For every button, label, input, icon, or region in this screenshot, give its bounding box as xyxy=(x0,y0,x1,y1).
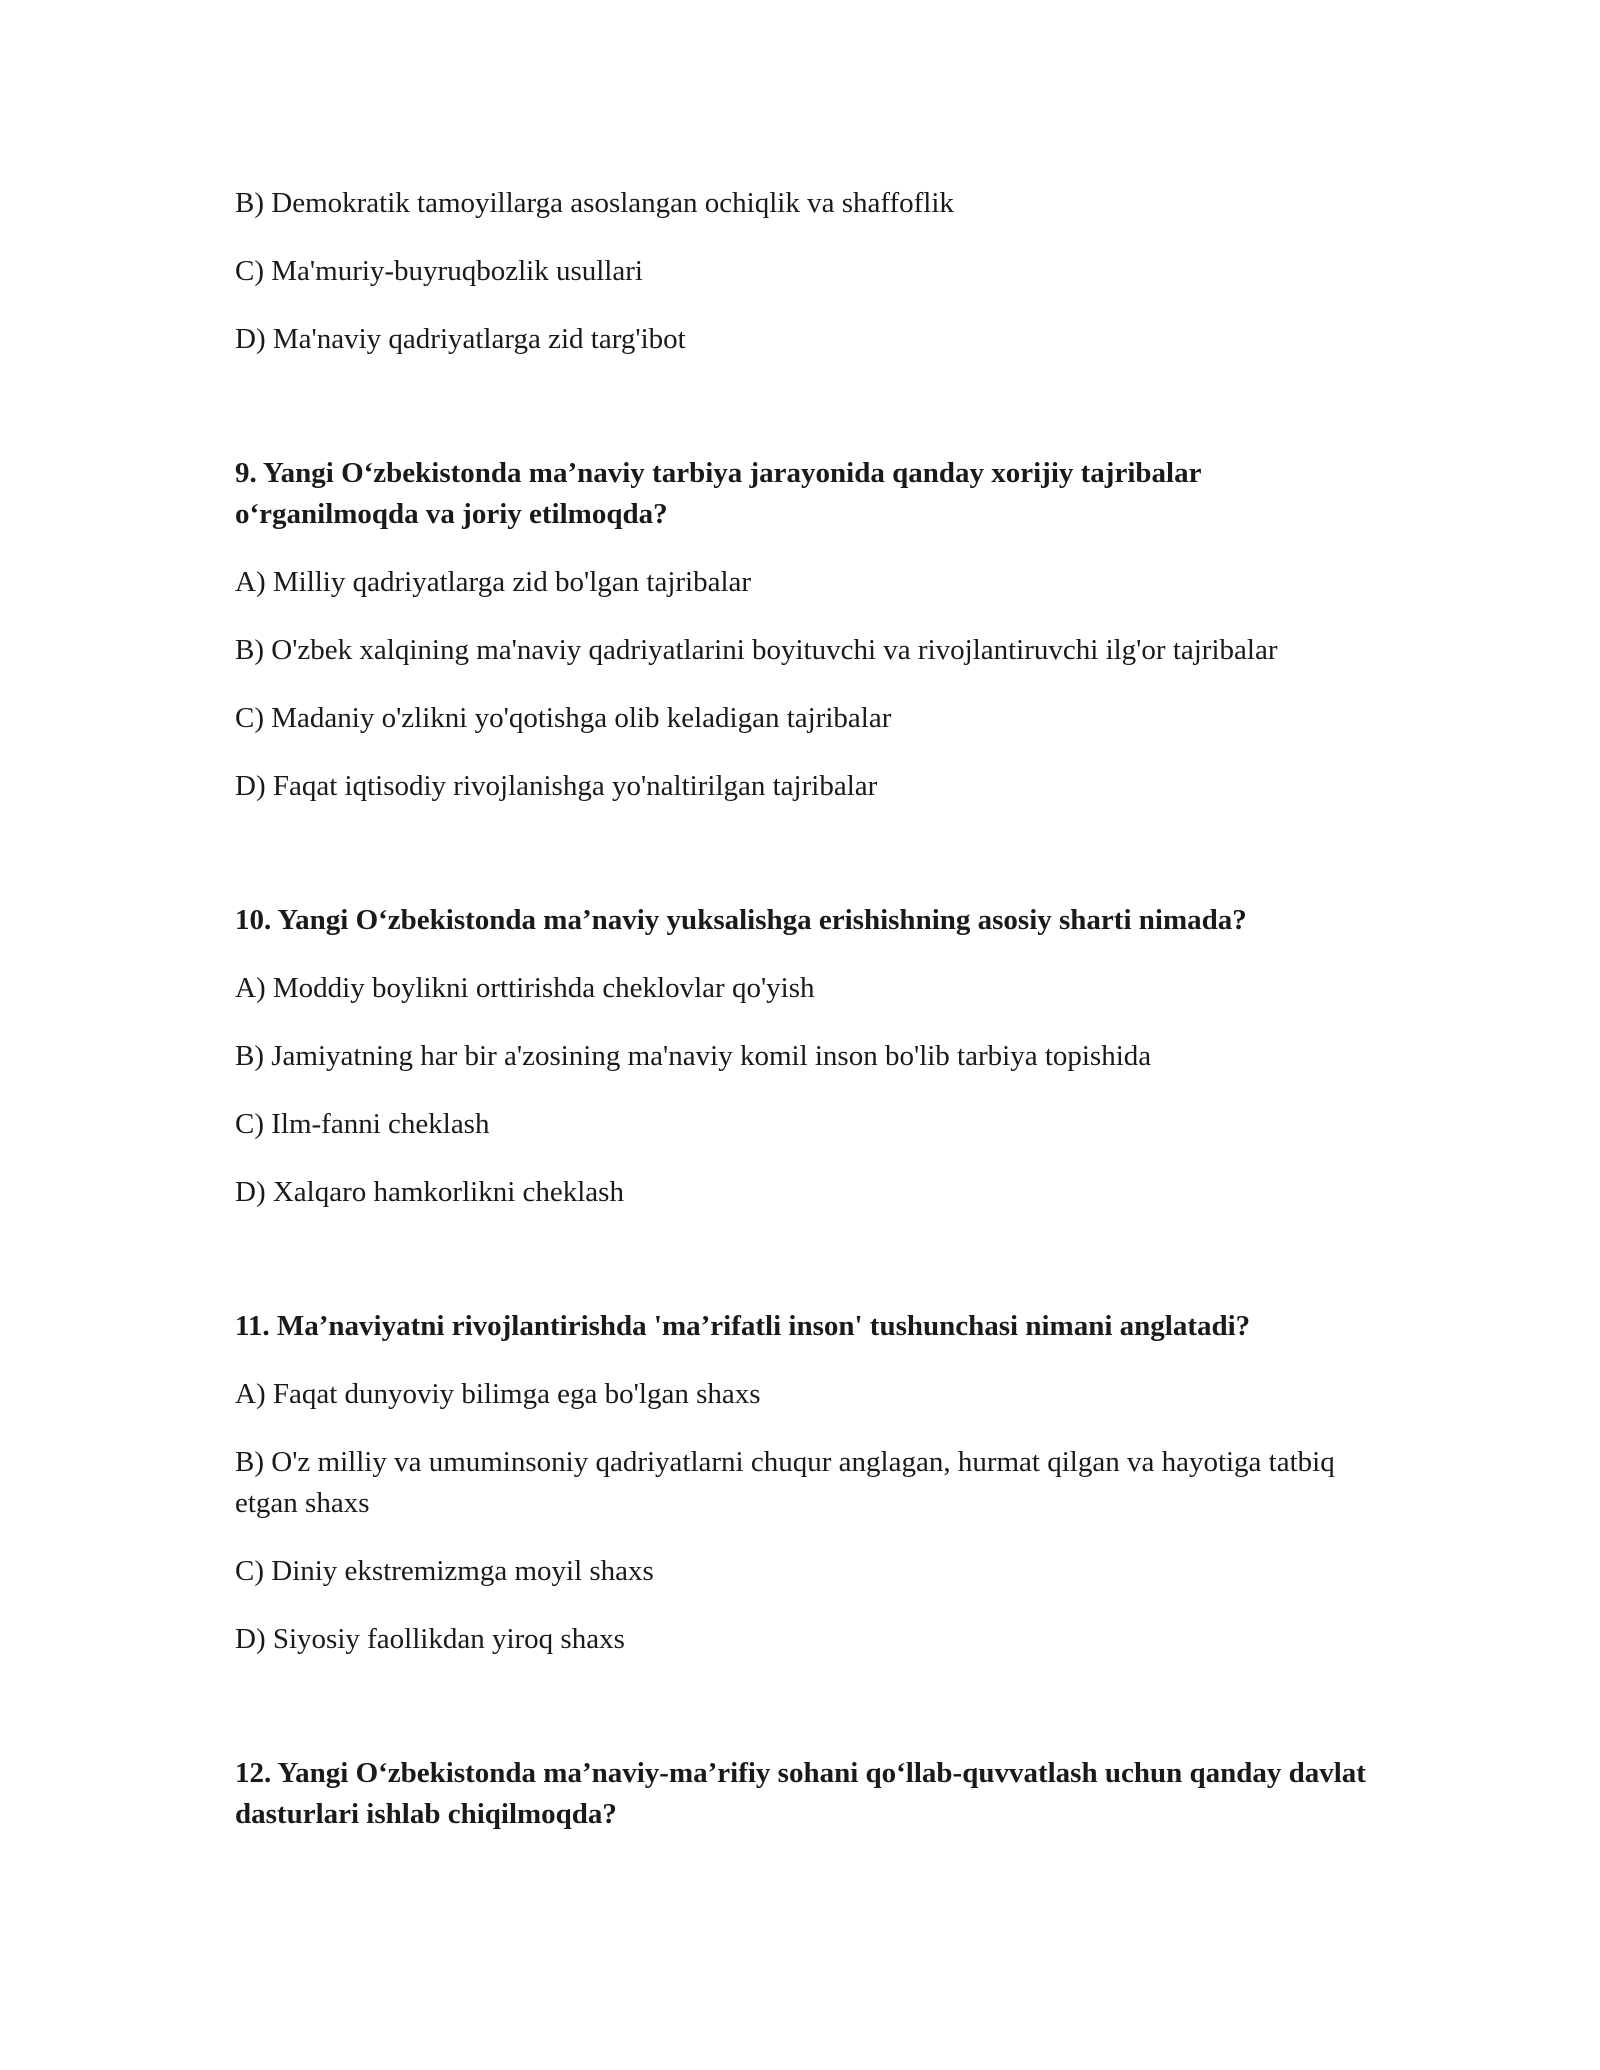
spacer xyxy=(235,1687,1385,1753)
option-b: B) Jamiyatning har bir a'zosining ma'naviy komil inson bo'lib tarbiya topishida xyxy=(235,1040,1152,1072)
option-d: D) Siyosiy faollikdan yiroq shaxs xyxy=(235,1623,625,1655)
option-a: A) Milliy qadriyatlarga zid bo'lgan tajribalar xyxy=(235,566,752,598)
option-c: C) Ma'muriy-buyruqbozlik usullari xyxy=(235,255,643,287)
question-12 xyxy=(235,1753,1385,1835)
question-title: 11. Ma’naviyatni rivojlantirishda 'ma’rifatli inson' tushunchasi nimani anglatadi? xyxy=(235,1310,1251,1342)
spacer xyxy=(235,387,1385,453)
continued-options xyxy=(235,183,1385,360)
question-10 xyxy=(235,900,1385,1213)
spacer xyxy=(235,1240,1385,1306)
option-b: B) Demokratik tamoyillarga asoslangan ochiqlik va shaffoflik xyxy=(235,187,954,219)
spacer xyxy=(235,834,1385,900)
option-c: C) Ilm-fanni cheklash xyxy=(235,1108,490,1140)
option-a: A) Faqat dunyoviy bilimga ega bo'lgan shaxs xyxy=(235,1378,761,1410)
option-d: D) Xalqaro hamkorlikni cheklash xyxy=(235,1176,624,1208)
option-d: D) Ma'naviy qadriyatlarga zid targ'ibot xyxy=(235,323,686,355)
question-title: 12. Yangi O‘zbekistonda ma’naviy-ma’rifiy sohani qo‘llab-quvvatlash uchun qanday davlat dasturlari ishlab chiqilmoqda? xyxy=(235,1757,1366,1830)
question-title: 9. Yangi O‘zbekistonda ma’naviy tarbiya jarayonida qanday xorijiy tajribalar o‘rganilmoqda va joriy etilmoqda? xyxy=(235,457,1201,530)
option-a: A) Moddiy boylikni orttirishda cheklovlar qo'yish xyxy=(235,972,815,1004)
document-page xyxy=(235,183,1385,1862)
option-b: B) O'z milliy va umuminsoniy qadriyatlarni chuqur anglagan, hurmat qilgan va hayotiga tatbiq etgan shaxs xyxy=(235,1446,1335,1519)
option-b: B) O'zbek xalqining ma'naviy qadriyatlarini boyituvchi va rivojlantiruvchi ilg'or tajribalar xyxy=(235,634,1278,666)
question-9 xyxy=(235,453,1385,807)
question-title: 10. Yangi O‘zbekistonda ma’naviy yuksalishga erishishning asosiy sharti nimada? xyxy=(235,904,1247,936)
option-c: C) Diniy ekstremizmga moyil shaxs xyxy=(235,1555,654,1587)
question-11 xyxy=(235,1306,1385,1660)
option-d: D) Faqat iqtisodiy rivojlanishga yo'naltirilgan tajribalar xyxy=(235,770,878,802)
option-c: C) Madaniy o'zlikni yo'qotishga olib keladigan tajribalar xyxy=(235,702,892,734)
